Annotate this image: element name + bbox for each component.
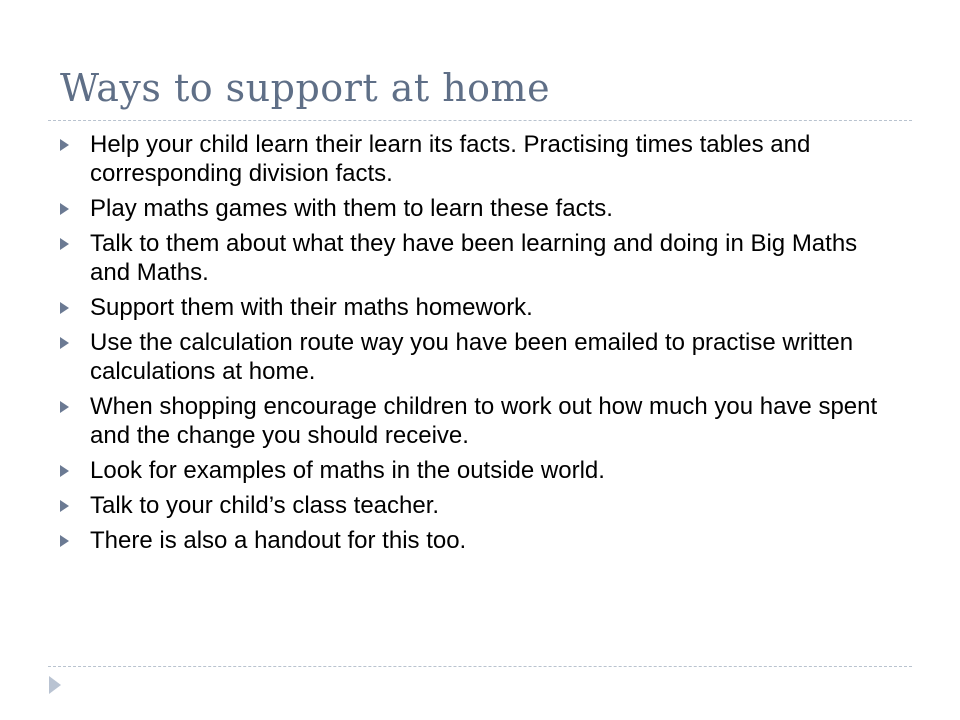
bullet-text: Play maths games with them to learn these facts.: [90, 195, 613, 222]
bullet-text: When shopping encourage children to work out how much you have spent and the change you should receive.: [90, 393, 878, 449]
footer-divider: [48, 666, 912, 667]
bullet-text: There is also a handout for this too.: [90, 527, 467, 554]
bullet-text: Use the calculation route way you have been emailed to practise written calculations at home.: [90, 329, 854, 385]
bullet-list: [60, 130, 900, 555]
triangle-right-icon: [60, 535, 69, 547]
bullet-item: [60, 526, 900, 555]
bullet-item: [60, 392, 900, 450]
triangle-right-icon: [60, 500, 69, 512]
triangle-right-icon: [60, 203, 69, 215]
bullet-item: [60, 194, 900, 223]
triangle-right-icon: [60, 401, 69, 413]
triangle-right-icon: [60, 337, 69, 349]
bullet-item: [60, 491, 900, 520]
bullet-item: [60, 328, 900, 386]
title-divider: [48, 120, 912, 121]
triangle-right-icon: [60, 139, 69, 151]
bullet-item: [60, 293, 900, 322]
triangle-right-icon: [60, 302, 69, 314]
corner-triangle-icon: [49, 676, 61, 694]
bullet-text: Support them with their maths homework.: [90, 294, 533, 321]
bullet-text: Talk to them about what they have been learning and doing in Big Maths and Maths.: [90, 230, 858, 286]
triangle-right-icon: [60, 238, 69, 250]
bullet-item: [60, 229, 900, 287]
bullet-text: Look for examples of maths in the outside world.: [90, 457, 605, 484]
slide-title: Ways to support at home: [60, 66, 551, 110]
bullet-text: Help your child learn their learn its facts. Practising times tables and corresponding division facts.: [90, 131, 811, 187]
bullet-item: [60, 456, 900, 485]
triangle-right-icon: [60, 465, 69, 477]
bullet-item: [60, 130, 900, 188]
bullet-text: Talk to your child’s class teacher.: [90, 492, 440, 519]
